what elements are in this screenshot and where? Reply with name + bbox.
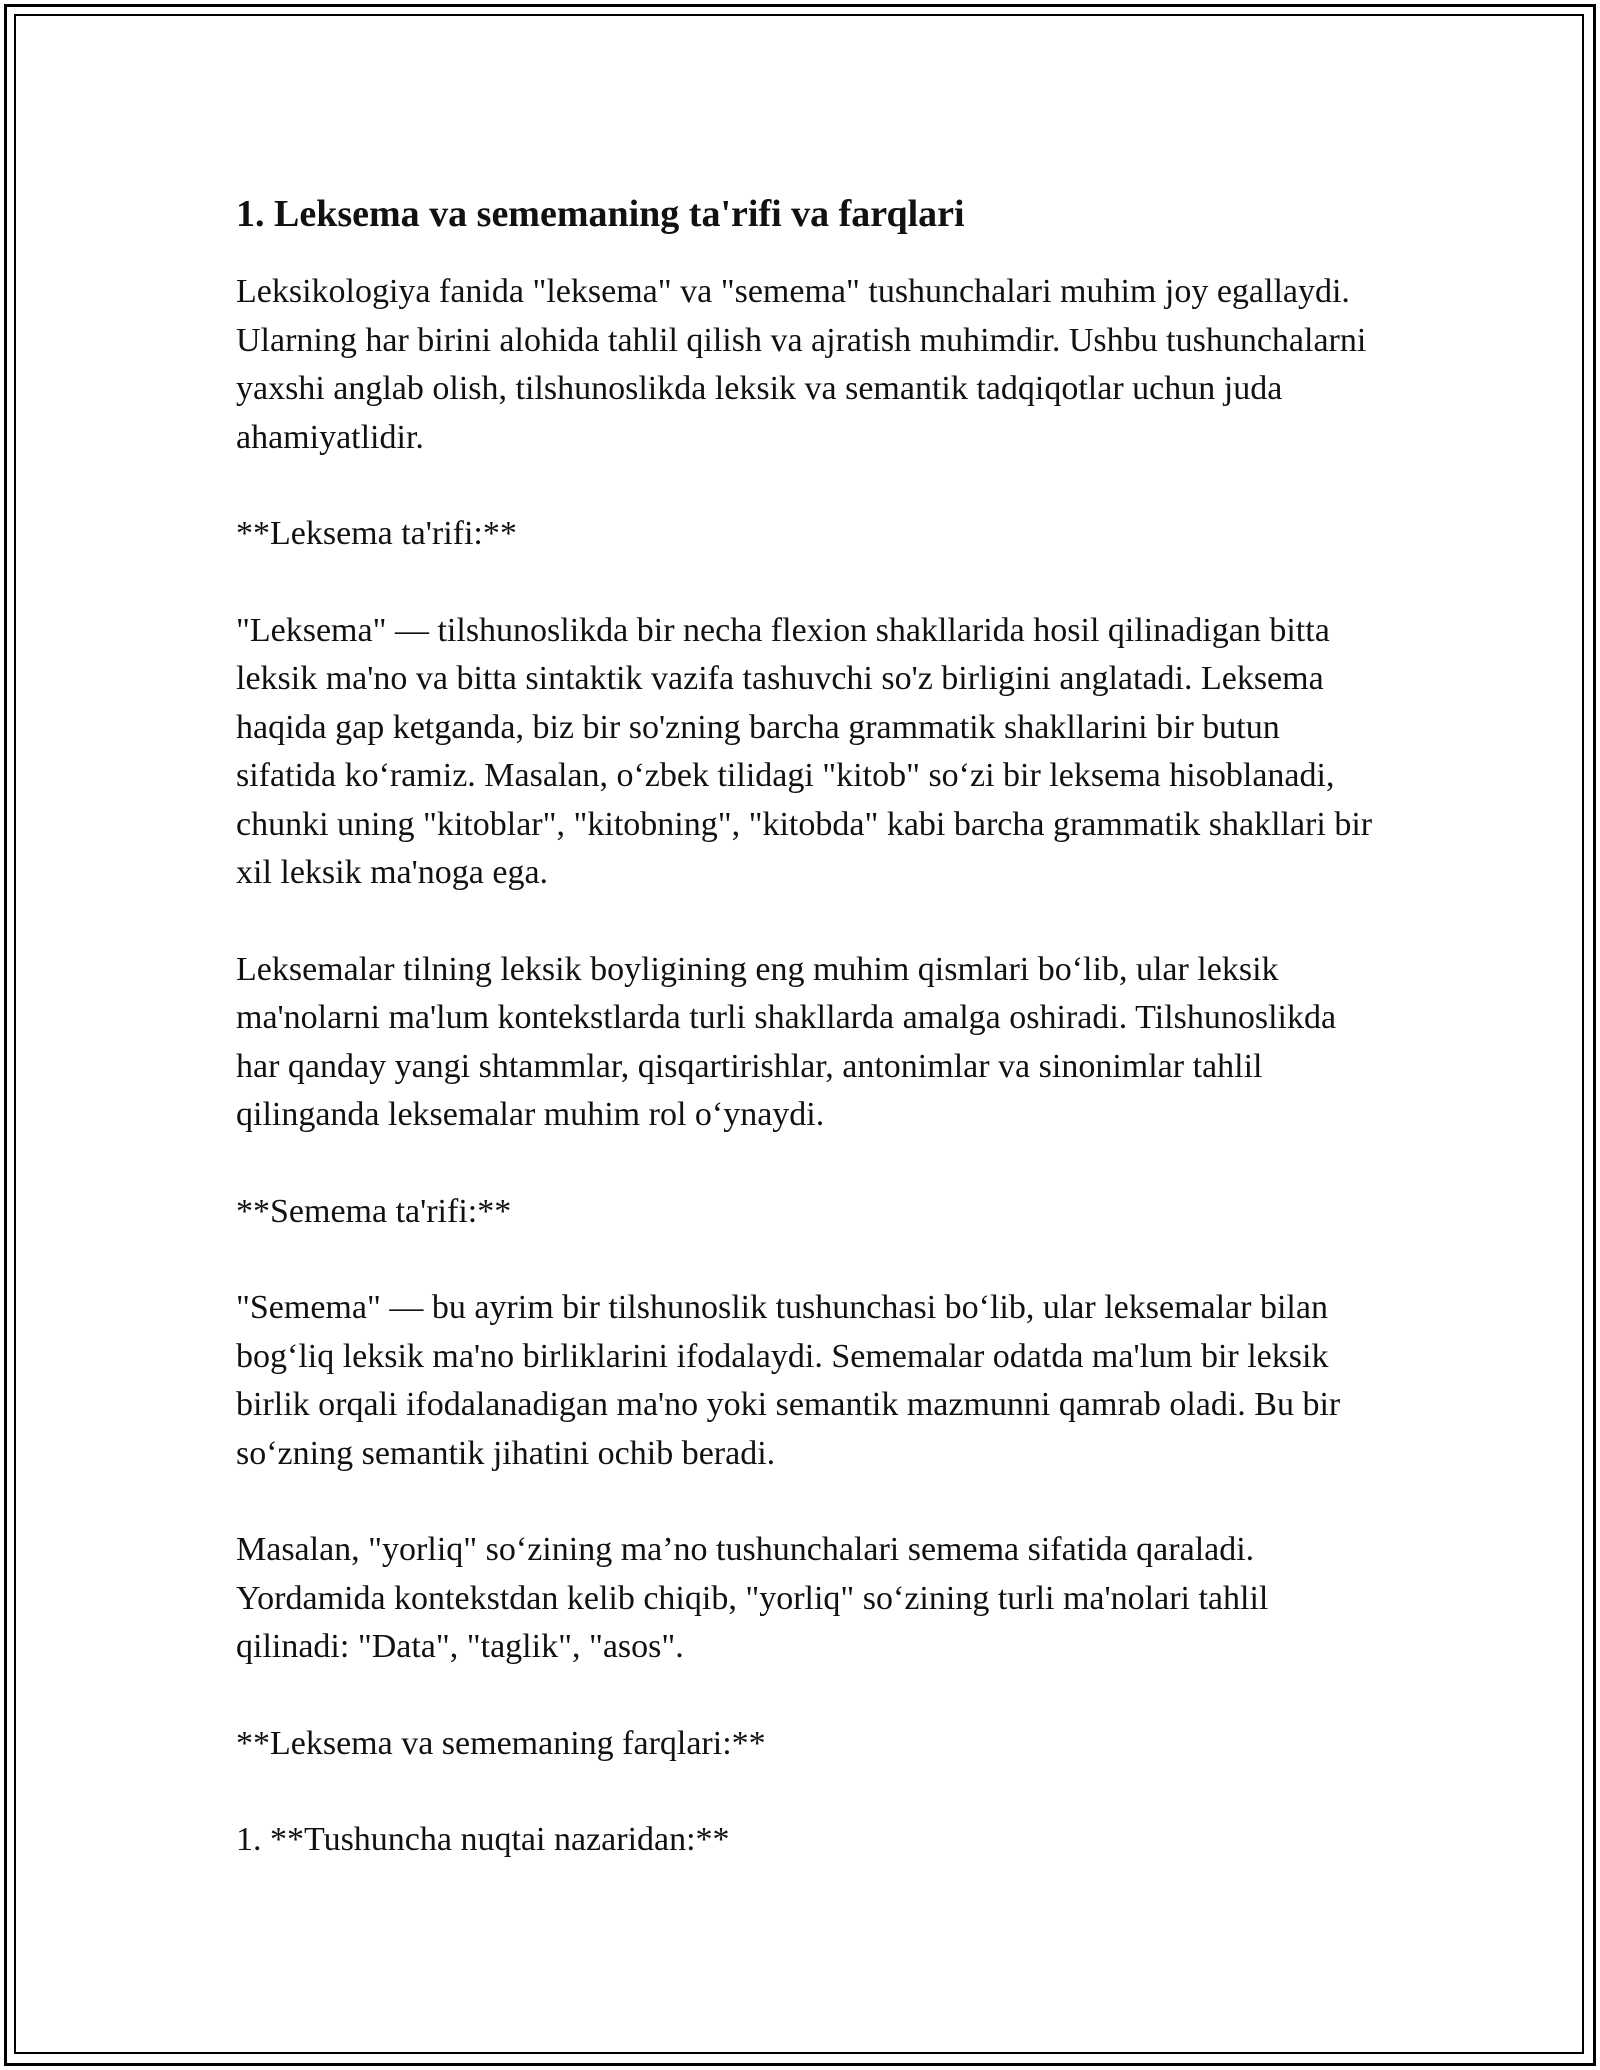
semema-definition-label: **Semema ta'rifi:**: [236, 1192, 512, 1230]
semema-example-paragraph: Masalan, "yorliq" so‘zining ma’no tushunchalari semema sifatida qaraladi. Yordamida kontekstdan kelib chiqib, "yorliq" so‘zining turli ma'nolari tahlil qilinadi: "Data", "taglik", "asos".: [236, 1531, 1269, 1665]
document-body: [236, 186, 1376, 1913]
leksema-definition-paragraph: "Leksema" — tilshunoslikda bir necha flexion shakllarida hosil qilinadigan bitta leksik ma'no va bitta sintaktik vazifa tashuvchi so'z birligini anglatadi. Leksema haqida gap ketganda, biz bir so'zning barcha grammatik shakllarini bir butun sifatida ko‘ramiz. Masalan, o‘zbek tilidagi "kitob" so‘zi bir leksema hisoblanadi, chunki uning "kitoblar", "kitobning", "kitobda" kabi barcha grammatik shakllari bir xil leksik ma'noga ega.: [236, 611, 1373, 891]
differences-item-1: 1. **Tushuncha nuqtai nazaridan:**: [236, 1821, 730, 1858]
intro-paragraph: Leksikologiya fanida "leksema" va "semema" tushunchalari muhim joy egallaydi. Ularning har birini alohida tahlil qilish va ajratish muhimdir. Ushbu tushunchalarni yaxshi anglab olish, tilshunoslikda leksik va semantik tadqiqotlar uchun juda ahamiyatlidir.: [236, 273, 1367, 456]
differences-label: **Leksema va sememaning farqlari:**: [236, 1724, 766, 1762]
section-heading: 1. Leksema va sememaning ta'rifi va farqlari: [236, 193, 965, 235]
leksema-role-paragraph: Leksemalar tilning leksik boyligining eng muhim qismlari bo‘lib, ular leksik ma'nolarni ma'lum kontekstlarda turli shakllarda amalga oshiradi. Tilshunoslikda har qanday yangi shtammlar, qisqartirishlar, antonimlar va sinonimlar tahlil qilinganda leksemalar muhim rol o‘ynaydi.: [236, 950, 1337, 1133]
semema-definition-paragraph: "Semema" — bu ayrim bir tilshunoslik tushunchasi bo‘lib, ular leksemalar bilan bog‘liq leksik ma'no birliklarini ifodalaydi. Sememalar odatda ma'lum bir leksik birlik orqali ifodalanadigan ma'no yoki semantik mazmunni qamrab oladi. Bu bir so‘zning semantik jihatini ochib beradi.: [236, 1289, 1341, 1472]
leksema-definition-label: **Leksema ta'rifi:**: [236, 515, 517, 552]
